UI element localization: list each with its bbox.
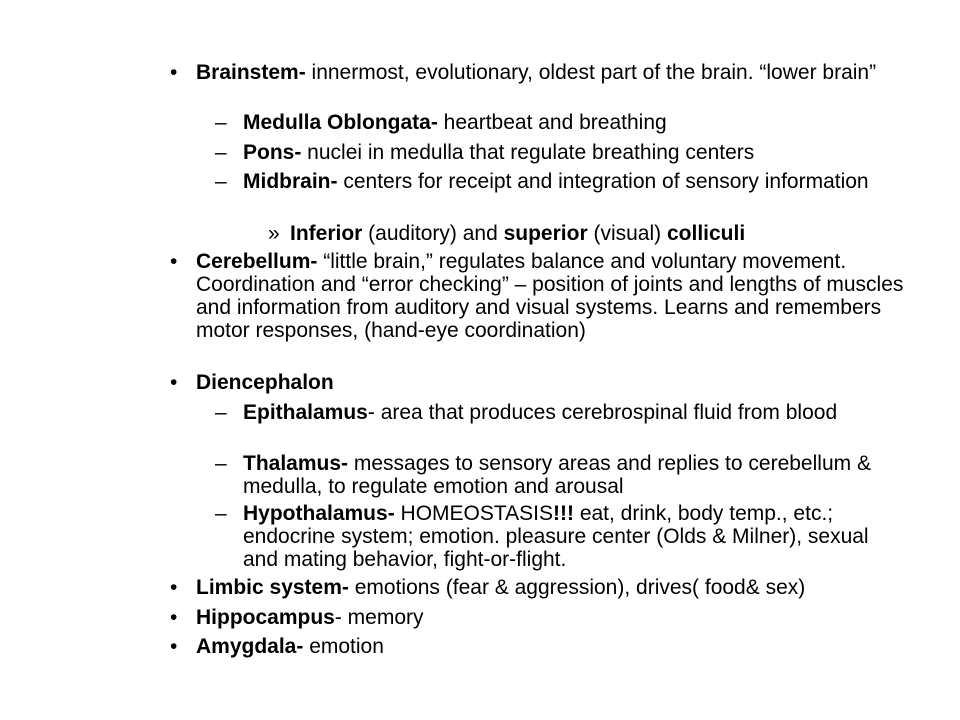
desc-hypothalamus: eat, drink, body temp., etc.; endocrine system; emotion. pleasure center (Olds & Milner), sexual and mating behavior, fight-or-flight.	[243, 502, 869, 571]
term-pons: Pons-	[243, 141, 302, 164]
bullet-brainstem	[170, 61, 916, 84]
desc-midbrain: centers for receipt and integration of sensory information	[337, 170, 869, 193]
desc-pons: nuclei in medulla that regulate breathing centers	[301, 141, 755, 164]
bullet-midbrain	[215, 170, 903, 193]
dash-marker: –	[215, 502, 227, 525]
bullet-amygdala	[170, 635, 916, 658]
term-amygdala: Amygdala-	[196, 635, 304, 658]
bullet-marker: •	[170, 635, 178, 658]
term-brainstem: Brainstem-	[196, 61, 306, 84]
desc-hippocampus: - memory	[334, 606, 424, 629]
bullet-marker: •	[170, 606, 178, 629]
bullet-marker: •	[170, 576, 178, 599]
desc-cerebellum: “little brain,” regulates balance and voluntary movement. Coordination and “error checking” – position of joints and lengths of muscles and information from auditory and visual systems. Learns and remembers motor responses, (hand-eye coordination)	[196, 250, 904, 342]
dash-marker: –	[215, 141, 227, 164]
bullet-diencephalon	[170, 371, 916, 394]
bullet-colliculi	[268, 222, 890, 245]
desc-medulla-oblongata: heartbeat and breathing	[437, 111, 667, 134]
bullet-pons	[215, 141, 903, 164]
term-epithalamus: Epithalamus	[243, 401, 368, 424]
bullet-medulla-oblongata	[215, 111, 903, 134]
desc-limbic-system: emotions (fear & aggression), drives( food& sex)	[348, 576, 806, 599]
dash-marker: –	[215, 170, 227, 193]
bullet-thalamus	[215, 452, 903, 498]
desc-visual: (visual)	[587, 222, 667, 245]
desc-auditory: (auditory) and	[362, 222, 504, 245]
chevron-marker: »	[268, 222, 280, 245]
desc-epithalamus: - area that produces cerebrospinal fluid from blood	[367, 401, 838, 424]
term-diencephalon: Diencephalon	[196, 371, 334, 394]
desc-thalamus: messages to sensory areas and replies to cerebellum & medulla, to regulate emotion and arousal	[243, 452, 871, 498]
term-hypothalamus: Hypothalamus-	[243, 502, 395, 525]
desc-hypothalamus-homeostasis: HOMEOSTASIS	[394, 502, 553, 525]
term-colliculi: colliculi	[666, 222, 746, 245]
bullet-marker: •	[170, 371, 178, 394]
term-inferior: Inferior	[290, 222, 363, 245]
term-superior: superior	[503, 222, 588, 245]
dash-marker: –	[215, 452, 227, 475]
desc-amygdala: emotion	[303, 635, 384, 658]
bullet-epithalamus	[215, 401, 903, 424]
bullet-marker: •	[170, 250, 178, 273]
term-medulla-oblongata: Medulla Oblongata-	[243, 111, 438, 134]
term-hippocampus: Hippocampus	[196, 606, 335, 629]
term-limbic-system: Limbic system-	[196, 576, 349, 599]
bullet-hippocampus	[170, 606, 916, 629]
dash-marker: –	[215, 401, 227, 424]
term-cerebellum: Cerebellum-	[196, 250, 318, 273]
term-midbrain: Midbrain-	[243, 170, 338, 193]
bullet-limbic-system	[170, 576, 916, 599]
dash-marker: –	[215, 111, 227, 134]
desc-brainstem: innermost, evolutionary, oldest part of the brain. “lower brain”	[305, 61, 877, 84]
term-thalamus: Thalamus-	[243, 452, 349, 475]
bullet-cerebellum	[170, 250, 916, 342]
bullet-marker: •	[170, 61, 178, 84]
emphasis-exclamations: !!!	[553, 502, 574, 525]
bullet-hypothalamus	[215, 502, 903, 571]
